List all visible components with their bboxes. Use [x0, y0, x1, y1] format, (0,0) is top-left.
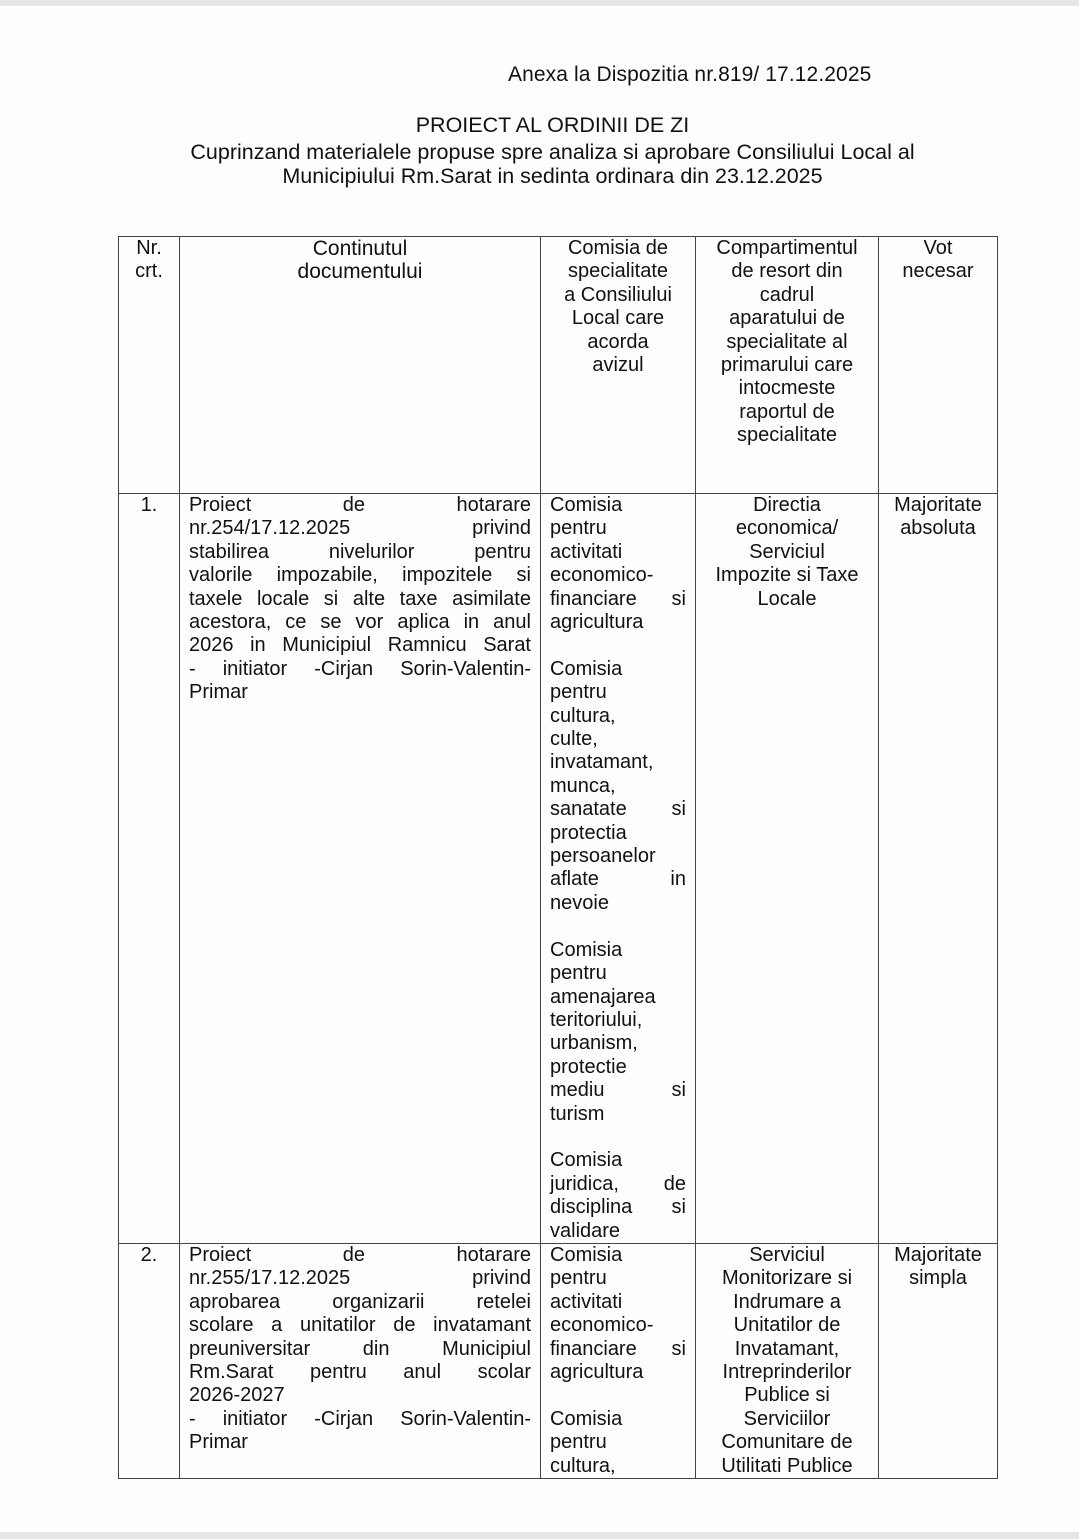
header-department	[696, 237, 879, 494]
department-line: Impozite si Taxe	[715, 564, 859, 587]
department-line: Comunitare de	[721, 1431, 853, 1454]
content-line: Proiect de hotarare	[189, 1244, 531, 1266]
commission-entry	[550, 939, 686, 1126]
commission-line: validare	[550, 1219, 621, 1242]
content-line: Proiect de hotarare	[189, 494, 531, 516]
header-label-line: Vot	[923, 237, 953, 259]
commission-line: agricultura	[550, 1361, 644, 1384]
content-line: 2026 in Municipiul Ramnicu Sarat	[189, 634, 531, 657]
department-line: Publice si	[744, 1384, 830, 1407]
table-row	[119, 1244, 998, 1479]
department-line: Serviciilor	[743, 1407, 831, 1430]
header-vote	[879, 237, 998, 494]
document-title: PROIECT AL ORDINII DE ZI	[415, 113, 690, 137]
commissions-cell	[541, 494, 696, 1244]
commission-entry	[550, 1244, 686, 1384]
row-number: 1.	[119, 494, 180, 1244]
commission-line: pentru	[550, 681, 607, 704]
content-line: stabilirea nivelurilor pentru	[189, 540, 531, 563]
commission-line: munca,	[550, 774, 616, 797]
header-label-line: primarului care	[720, 354, 854, 377]
header-label-line: intocmeste	[738, 377, 836, 400]
commission-entry	[550, 1408, 686, 1478]
department-line: Invatamant,	[734, 1337, 840, 1360]
department-line: economica/	[735, 517, 839, 540]
commission-line: pentru	[550, 517, 607, 540]
content-line: - initiator -Cirjan Sorin-Valentin-	[189, 1407, 531, 1430]
vote-line: Majoritate	[894, 494, 982, 516]
document-content	[180, 494, 541, 1244]
commission-line: financiare si	[550, 587, 686, 610]
content-line: Primar	[189, 681, 248, 704]
commission-line: protectie	[550, 1055, 627, 1078]
commission-line: teritoriului,	[550, 1008, 643, 1031]
commission-line: activitati	[550, 540, 623, 563]
row-number: 2.	[119, 1244, 180, 1479]
commission-line: cultura,	[550, 704, 616, 727]
subtitle-line-2: Municipiului Rm.Sarat in sedinta ordinara din 23.12.2025	[282, 164, 823, 188]
content-line: valorile impozabile, impozitele si	[189, 564, 531, 587]
content-line: Primar	[189, 1431, 248, 1454]
commission-entry	[550, 1149, 686, 1243]
commission-line: Comisia	[550, 1407, 623, 1430]
header-nr	[119, 237, 180, 494]
header-label-line: a Consiliului	[564, 283, 672, 306]
department-line: Directia	[753, 494, 821, 516]
commission-line: activitati	[550, 1290, 623, 1313]
paragraph-gap	[550, 1384, 686, 1407]
commission-line: cultura,	[550, 1454, 616, 1477]
vote-required-cell	[879, 494, 998, 1244]
header-label-line: specialitate al	[726, 330, 848, 353]
department-line: Indrumare a	[733, 1290, 841, 1313]
document-subtitle	[0, 140, 1079, 188]
commission-line: Comisia	[550, 938, 623, 961]
header-label-line: cadrul	[759, 283, 815, 306]
header-label-line: aparatului de	[729, 307, 845, 330]
commission-line: pentru	[550, 1267, 607, 1290]
commission-line: pentru	[550, 962, 607, 985]
commission-line: Comisia	[550, 1149, 623, 1172]
content-line: Rm.Sarat pentru anul scolar	[189, 1361, 531, 1384]
subtitle-line-1: Cuprinzand materialele propuse spre analiza si aprobare Consiliului Local al	[190, 140, 915, 164]
commission-entry	[550, 658, 686, 915]
vote-required-cell	[879, 1244, 998, 1479]
commission-line: economico-	[550, 1314, 654, 1337]
header-content	[180, 237, 541, 494]
content-line: taxele locale si alte taxe asimilate	[189, 587, 531, 610]
agenda-table	[118, 236, 998, 1479]
commission-line: turism	[550, 1102, 605, 1125]
commission-line: urbanism,	[550, 1032, 638, 1055]
document-content	[180, 1244, 541, 1479]
department-line: Serviciul	[749, 540, 825, 563]
commissions-cell	[541, 1244, 696, 1479]
commission-line: amenajarea	[550, 985, 656, 1008]
vote-line: simpla	[909, 1267, 967, 1290]
header-label-line: Comisia de	[567, 237, 669, 259]
content-line: acestora, ce se vor aplica in anul	[189, 611, 531, 634]
vote-line: Majoritate	[894, 1244, 982, 1266]
annex-reference: Anexa la Dispozitia nr.819/ 17.12.2025	[508, 63, 872, 86]
department-line: Monitorizare si	[721, 1267, 853, 1290]
header-label-line: acorda	[587, 330, 649, 353]
department-line: Unitatilor de	[733, 1314, 841, 1337]
department-line: Locale	[757, 587, 817, 610]
commission-line: sanatate si	[550, 798, 686, 821]
commission-line: economico-	[550, 564, 654, 587]
table-row	[119, 494, 998, 1244]
content-line: preuniversitar din Municipiul	[189, 1337, 531, 1360]
commission-line: nevoie	[550, 891, 609, 914]
header-label-line: Continutul	[312, 237, 408, 260]
header-label-line: specialitate	[567, 260, 669, 283]
paragraph-gap	[550, 915, 686, 938]
header-label-line: de resort din	[731, 260, 843, 283]
commission-line: protectia	[550, 821, 627, 844]
commission-line: juridica, de	[550, 1172, 686, 1195]
department-line: Utilitati Publice	[721, 1454, 853, 1477]
commission-line: Comisia	[550, 1244, 623, 1266]
vote-line: absoluta	[900, 517, 976, 540]
commission-line: mediu si	[550, 1079, 686, 1102]
department-cell	[696, 1244, 879, 1479]
header-label-line: raportul de	[739, 400, 835, 423]
content-line: 2026-2027	[189, 1384, 285, 1407]
paragraph-gap	[550, 634, 686, 657]
commission-line: invatamant,	[550, 751, 654, 774]
commission-line: aflate in	[550, 868, 686, 891]
content-line: aprobarea organizarii retelei	[189, 1290, 531, 1313]
header-label-line: crt.	[135, 260, 163, 283]
table-header-row	[119, 237, 998, 494]
commission-line: Comisia	[550, 657, 623, 680]
commission-line: financiare si	[550, 1337, 686, 1360]
department-cell	[696, 494, 879, 1244]
header-label-line: Nr.	[136, 237, 162, 259]
document-page	[0, 6, 1079, 1532]
header-label-line: documentului	[297, 260, 423, 284]
header-label-line: Local care	[571, 307, 665, 330]
header-label-line: Compartimentul	[716, 237, 858, 259]
content-line: - initiator -Cirjan Sorin-Valentin-	[189, 657, 531, 680]
commission-line: disciplina si	[550, 1196, 686, 1219]
commission-entry	[550, 494, 686, 634]
commission-line: culte,	[550, 728, 598, 751]
commission-line: agricultura	[550, 611, 644, 634]
header-label-line: avizul	[592, 354, 644, 377]
commission-line: pentru	[550, 1431, 607, 1454]
header-commission	[541, 237, 696, 494]
commission-line: Comisia	[550, 494, 623, 516]
content-line: nr.255/17.12.2025 privind	[189, 1267, 531, 1290]
content-line: nr.254/17.12.2025 privind	[189, 517, 531, 540]
header-label-line: specialitate	[736, 424, 838, 447]
paragraph-gap	[550, 1126, 686, 1149]
department-line: Intreprinderilor	[722, 1361, 852, 1384]
header-label-line: necesar	[902, 260, 974, 283]
content-line: scolare a unitatilor de invatamant	[189, 1314, 531, 1337]
department-line: Serviciul	[749, 1244, 825, 1266]
commission-line: persoanelor	[550, 845, 656, 868]
